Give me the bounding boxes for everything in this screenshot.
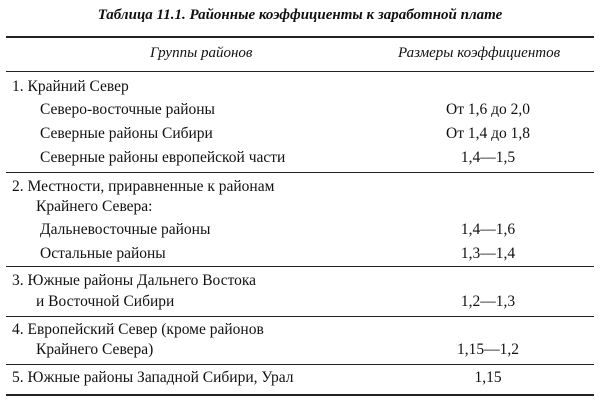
group-3-title-line-2: и Восточной Сибири: [36, 293, 175, 310]
group-1-title: 1. Крайний Север: [12, 78, 129, 95]
header-rule: [6, 71, 594, 72]
group-1-row-3-label: Северные районы европейской части: [40, 149, 286, 166]
table-top-rule: [6, 36, 594, 38]
group-2-title-line-1: 2. Местности, приравненные к районам: [12, 178, 275, 195]
header-groups: Группы районов: [150, 45, 253, 61]
group-2-title-line-2: Крайнего Севера:: [36, 198, 153, 215]
group-1-row-3-value: 1,4—1,5: [460, 149, 516, 166]
table-caption: Таблица 11.1. Районные коэффициенты к заработной плате: [97, 7, 503, 23]
group-2-row-1-value: 1,4—1,6: [460, 221, 516, 238]
group-1-row-1-value: От 1,6 до 2,0: [446, 101, 530, 118]
group-4-title-line-2: Крайнего Севера): [36, 341, 154, 358]
group-separator-2: [6, 266, 594, 267]
group-3-title-line-1: 3. Южные районы Дальнего Востока: [12, 272, 257, 289]
group-1-row-2-value: От 1,4 до 1,8: [446, 125, 530, 142]
group-4-value: 1,15—1,2: [457, 341, 519, 358]
header-coefficients: Размеры коэффициентов: [398, 45, 561, 61]
group-5-value: 1,15: [474, 369, 502, 386]
group-4-title-line-1: 4. Европейский Север (кроме районов: [12, 321, 264, 338]
group-2-row-2-value: 1,3—1,4: [460, 245, 516, 262]
group-2-row-1-label: Дальневосточные районы: [40, 221, 211, 238]
table-bottom-rule: [6, 394, 594, 396]
group-1-row-1-label: Северо-восточные районы: [40, 101, 215, 118]
group-separator-3: [6, 316, 594, 317]
group-separator-1: [6, 172, 594, 173]
group-2-row-2-label: Остальные районы: [40, 245, 166, 262]
group-1-row-2-label: Северные районы Сибири: [40, 125, 213, 142]
group-separator-4: [6, 364, 594, 365]
group-5-title: 5. Южные районы Западной Сибири, Урал: [12, 369, 294, 386]
group-3-value: 1,2—1,3: [460, 293, 516, 310]
